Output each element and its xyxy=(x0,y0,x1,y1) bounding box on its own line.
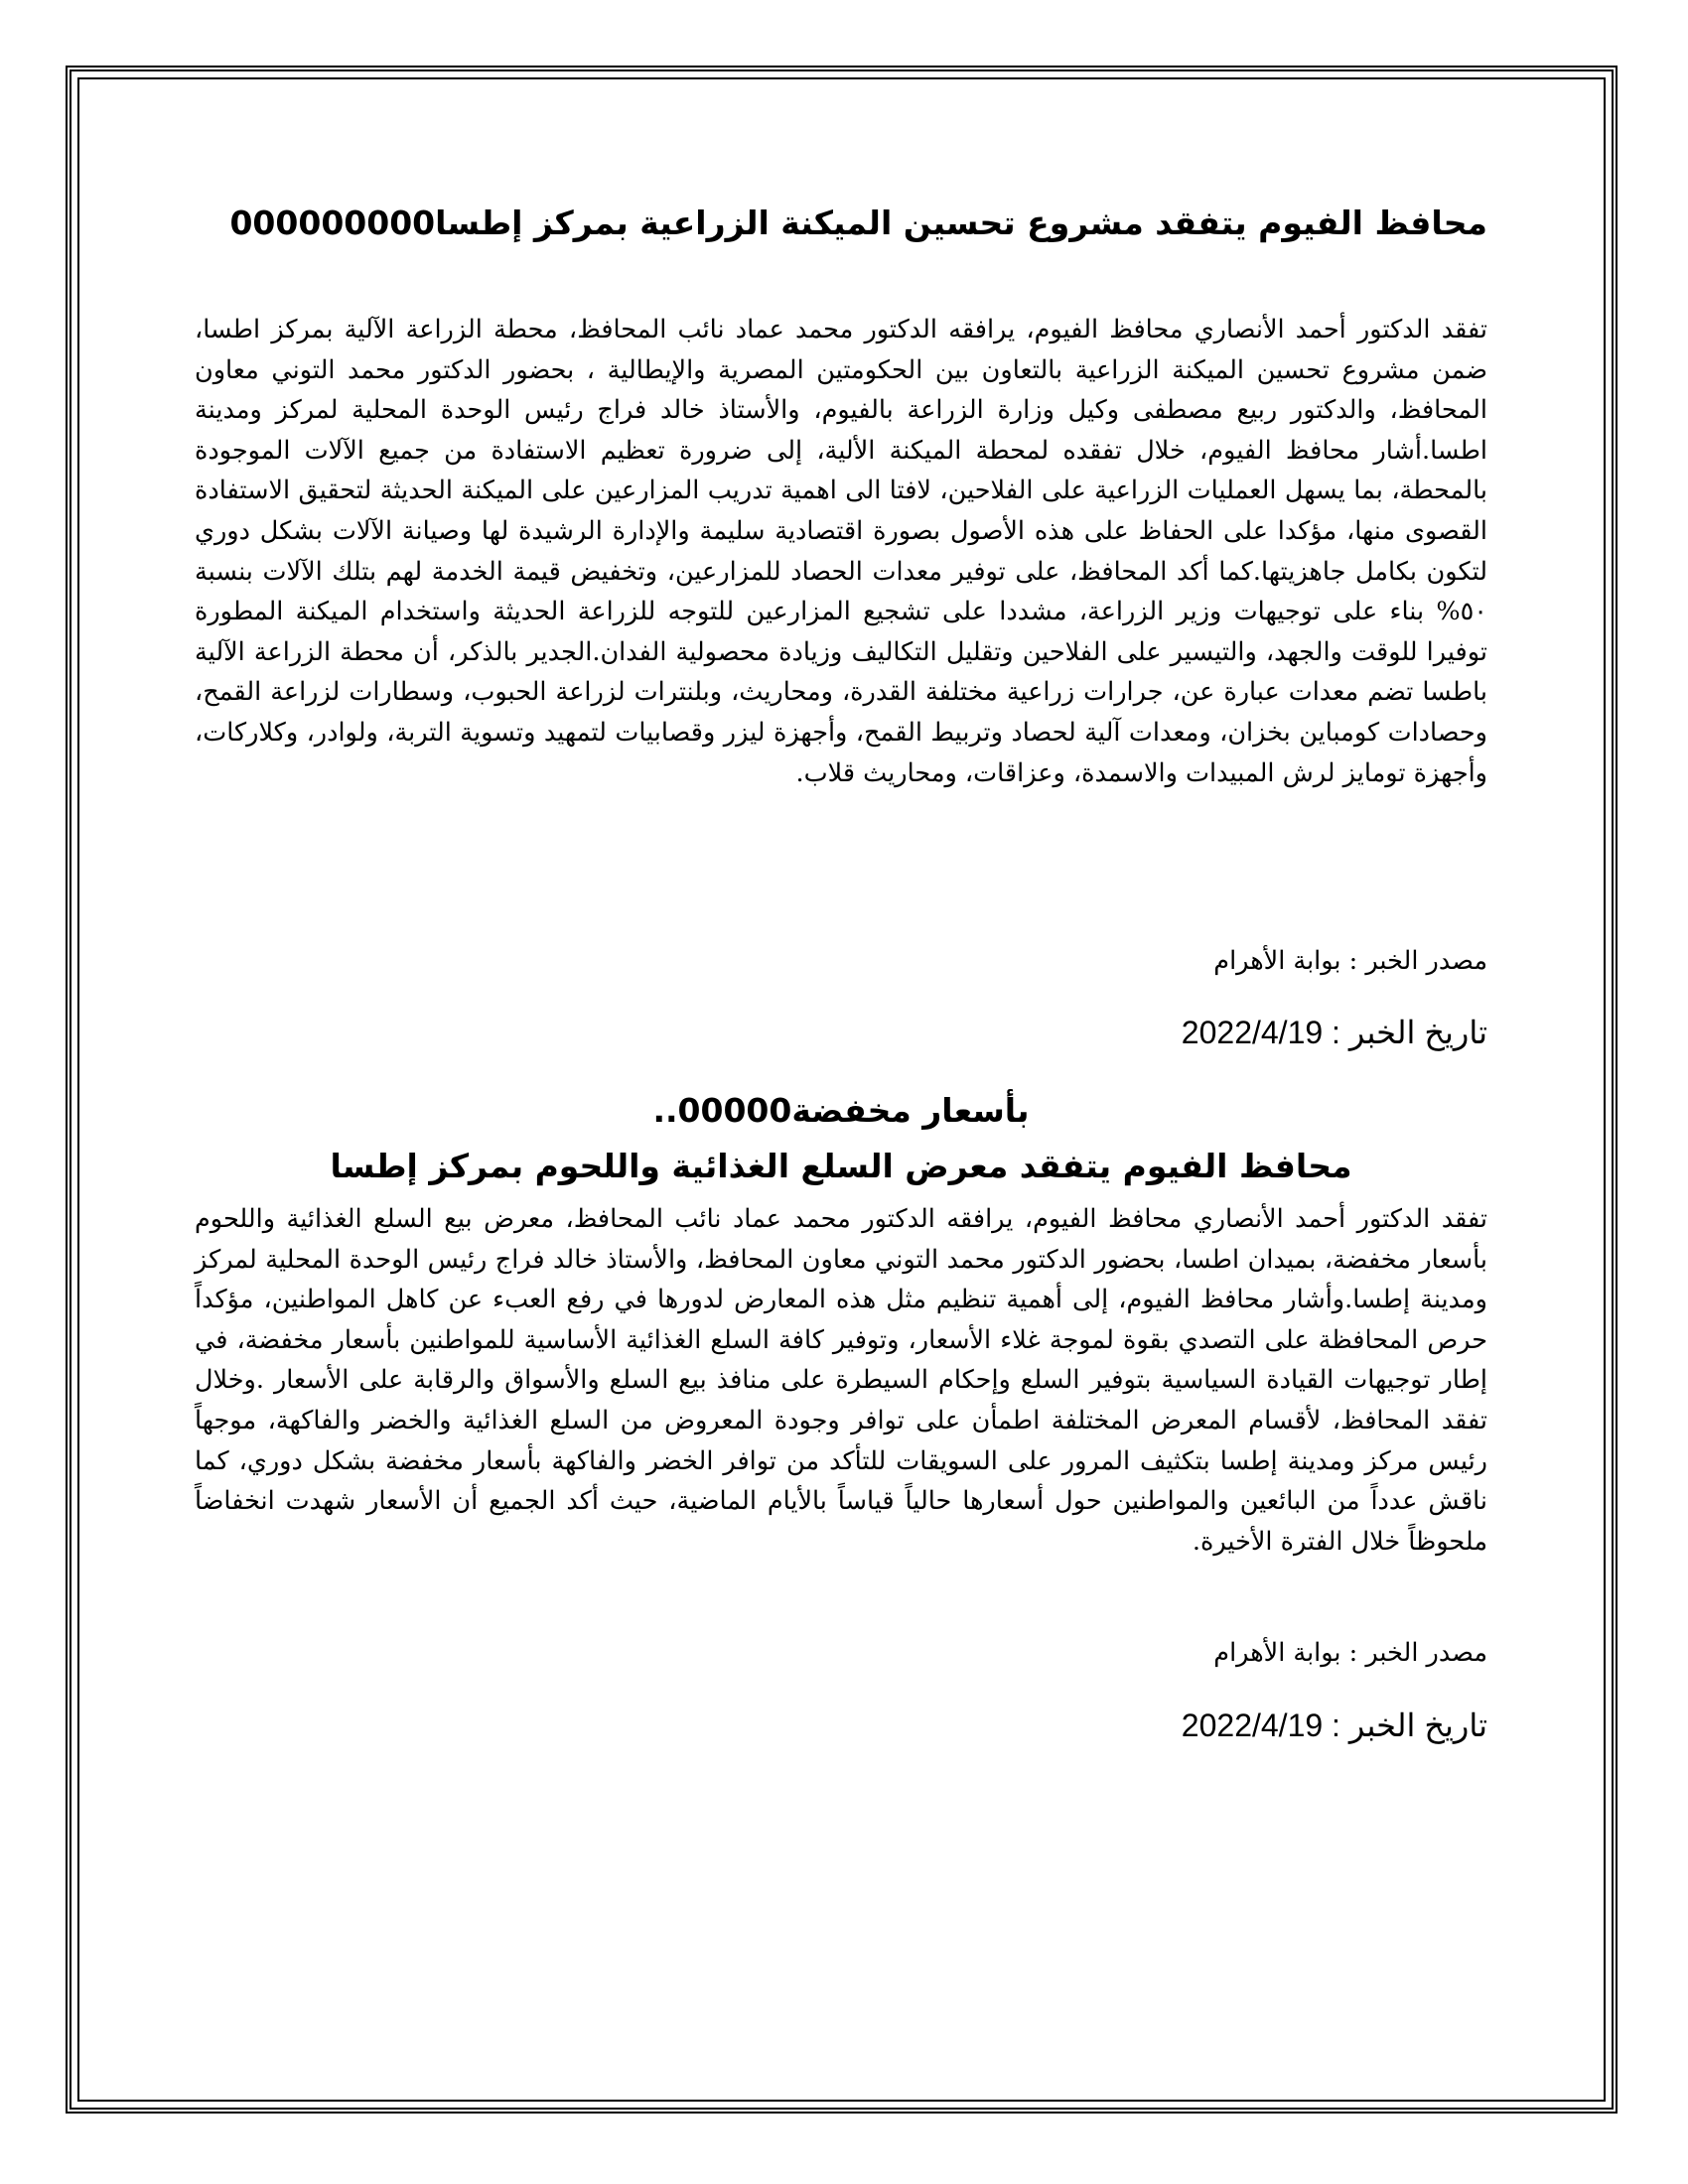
article-2-source: مصدر الخبر : بوابة الأهرام xyxy=(1213,1638,1487,1668)
article-2-body: تفقد الدكتور أحمد الأنصاري محافظ الفيوم، يرافقه الدكتور محمد عماد نائب المحافظ، معرض بيع السلع الغذائية واللحوم بأسعار مخفضة، بميدان اطسا، بحضور الدكتور محمد التوني معاون المحافظ، والأستاذ خالد فراج رئيس الوحدة المحلية لمركز ومدينة إطسا.وأشار محافظ الفيوم، إلى أهمية تنظيم مثل هذه المعارض لدورها في رفع العبء عن كاهل المواطنين، مؤكداً حرص المحافظة على التصدي بقوة لموجة غلاء الأسعار، وتوفير كافة السلع الغذائية الأساسية للمواطنين بأسعار مخفضة، في إطار توجيهات القيادة السياسية بتوفير السلع وإحكام السيطرة على منافذ بيع السلع والأسواق والرقابة على الأسعار .وخلال تفقد المحافظ، لأقسام المعرض المختلفة اطمأن على توافر وجودة المعروض من السلع الغذائية والخضر والفاكهة، موجهاً رئيس مركز ومدينة إطسا بتكثيف المرور على السويقات للتأكد من توافر الخضر والفاكهة بأسعار مخفضة بشكل دوري، كما ناقش عدداً من البائعين والمواطنين حول أسعارها حالياً قياساً بالأيام الماضية، حيث أكد الجميع أن الأسعار شهدت انخفاضاً ملحوظاً خلال الفترة الأخيرة. xyxy=(195,1204,1487,1557)
article-1-source: مصدر الخبر : بوابة الأهرام xyxy=(1213,946,1487,976)
article-2-title-line-1: بأسعار مخفضة00000.. xyxy=(652,1091,1030,1130)
article-2-date: تاريخ الخبر : 2022/4/19 xyxy=(1181,1707,1487,1743)
article-2-title-line-2: محافظ الفيوم يتفقد معرض السلع الغذائية واللحوم بمركز إطسا xyxy=(330,1147,1352,1185)
article-1-date: تاريخ الخبر : 2022/4/19 xyxy=(1181,1015,1487,1050)
article-1-title: محافظ الفيوم يتفقد مشروع تحسين الميكنة الزراعية بمركز إطسا000000000 xyxy=(229,204,1487,242)
article-1-body: تفقد الدكتور أحمد الأنصاري محافظ الفيوم، يرافقه الدكتور محمد عماد نائب المحافظ، محطة الزراعة الآلية بمركز اطسا، ضمن مشروع تحسين الميكنة الزراعية بالتعاون بين الحكومتين المصرية والإيطالية ، بحضور الدكتور محمد التوني معاون المحافظ، والدكتور ربيع مصطفى وكيل وزارة الزراعة بالفيوم، والأستاذ خالد فراج رئيس الوحدة المحلية لمركز ومدينة اطسا.أشار محافظ الفيوم، خلال تفقده لمحطة الميكنة الألية، إلى ضرورة تعظيم الاستفادة من جميع الآلات الموجودة بالمحطة، بما يسهل العمليات الزراعية على الفلاحين، لافتا الى اهمية تدريب المزارعين على الميكنة الحديثة لتحقيق الاستفادة القصوى منها، مؤكدا على الحفاظ على هذه الأصول بصورة اقتصادية سليمة والإدارة الرشيدة لها وصيانة الآلات بشكل دوري لتكون بكامل جاهزيتها.كما أكد المحافظ، على توفير معدات الحصاد للمزارعين، وتخفيض قيمة الخدمة لهم بتلك الآلات بنسبة ٥٠% بناء على توجيهات وزير الزراعة، مشددا على تشجيع المزارعين للتوجه للزراعة الحديثة واستخدام الميكنة المطورة توفيرا للوقت والجهد، والتيسير على الفلاحين وتقليل التكاليف وزيادة محصولية الفدان.الجدير بالذكر، أن محطة الزراعة الآلية باطسا تضم معدات عبارة عن، جرارات زراعية مختلفة القدرة، ومحاريث، وبلنترات لزراعة الحبوب، وسطارات لزراعة القمح، وحصادات كومباين بخزان، ومعدات آلية لحصاد وتربيط القمح، وأجهزة ليزر وقصابيات لتمهيد وتسوية التربة، ولوادر، وكلاركات، وأجهزة تومايز لرش المبيدات والاسمدة، وعزاقات، ومحاريث قلاب. xyxy=(195,315,1487,788)
